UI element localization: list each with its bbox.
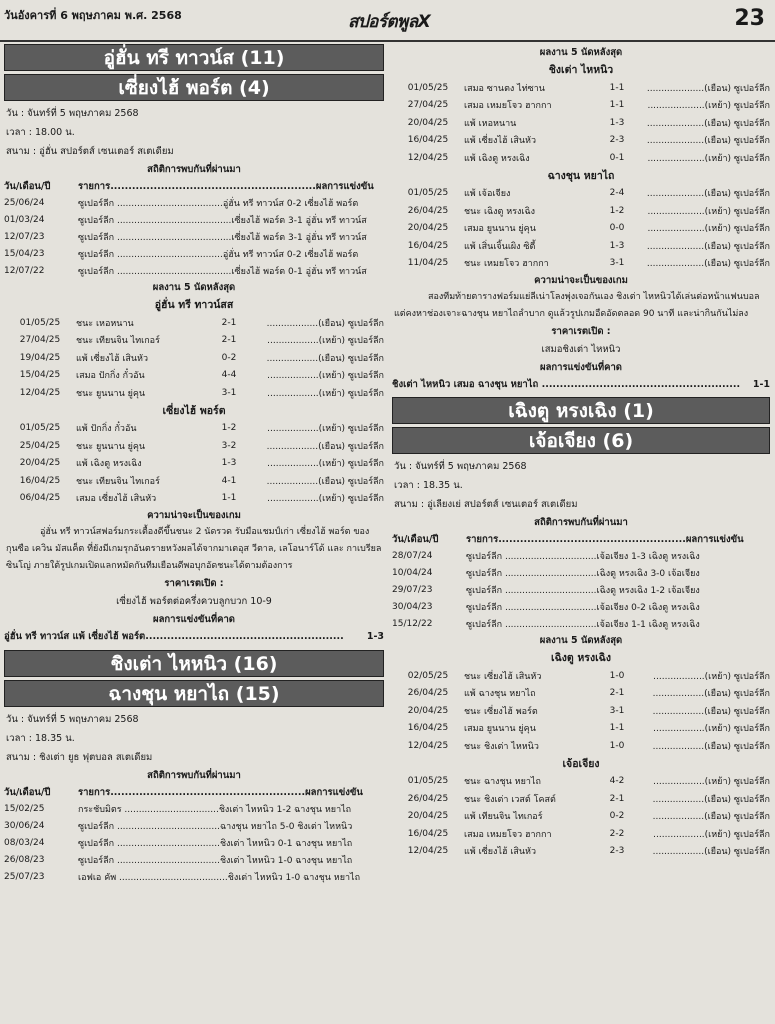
form-score: 2-3 bbox=[609, 135, 625, 146]
table-row bbox=[392, 132, 770, 150]
form-date: 06/04/25 bbox=[19, 493, 61, 504]
match1-team1-banner: อู่ฮั่น ทรี ทาวน์ส (11) bbox=[4, 44, 384, 71]
form-venue: ....................(เยือน) ซูเปอร์ลีก bbox=[646, 136, 770, 147]
table-row bbox=[4, 211, 384, 228]
h2h-date: 01/03/24 bbox=[4, 214, 45, 225]
form-venue: ..................(เยือน) ซูเปอร์ลีก bbox=[266, 476, 384, 487]
table-row bbox=[4, 472, 384, 490]
match3-team1-form-table bbox=[392, 667, 770, 755]
match1-prob-text: อู่ฮั่น ทรี ทาวน์สฟอร์มกระเตื้องดีขึ้นชนะ 2 นัดรวด รับมือแชมป์เก่า เซี่ยงไฮ้ พอร์ต ของกุนซือ เควิน มัสแค็ต ที่ยังมีเกมรุกอันตรายหวังผลได้จากมาเตอุส วีตาล, เลโอนาร์โด้ และ กาเบรียล ซินโญ่ ภายใต้รูปเกมเปิดแลกหมัดกันทีมเยือนดีพอบุกอัดชนะได้ตามต้องการ bbox=[6, 527, 382, 571]
match3-form-title: ผลงาน 5 นัดหลังสุด bbox=[539, 635, 623, 646]
match3-team2-form-table bbox=[392, 773, 770, 861]
form-date: 16/04/25 bbox=[407, 240, 449, 251]
form-date: 20/04/25 bbox=[407, 117, 449, 128]
h2h-result: ซูเปอร์ลีก ................................เจ้อเจียง 1-3 เฉิงตู หรงเฉิง bbox=[466, 551, 700, 562]
form-opponent: แพ้ ฉางชุน หยาไถ bbox=[464, 689, 536, 700]
match1-team2-banner: เซี่ยงไฮ้ พอร์ต (4) bbox=[4, 74, 384, 101]
right-column bbox=[392, 44, 770, 860]
form-date: 20/04/25 bbox=[407, 811, 449, 822]
form-venue: ..................(เยือน) ซูเปอร์ลีก bbox=[266, 353, 384, 364]
match3-team2-form-name: เจ้อเจียง bbox=[562, 757, 600, 770]
form-venue: ..................(เหย้า) ซูเปอร์ลีก bbox=[267, 388, 384, 399]
table-row bbox=[392, 702, 770, 720]
form-opponent: ชนะ ยูนนาน ยู่คุน bbox=[76, 388, 146, 399]
form-score: 1-1 bbox=[609, 82, 625, 93]
h2h-result: ซูเปอร์ลีก .....................................อู่ฮั่น ทรี ทาวน์ส 0-2 เซี่ยงไฮ้ พอร์ต bbox=[78, 249, 359, 260]
table-row bbox=[392, 79, 770, 97]
table-row bbox=[4, 420, 384, 438]
issue-date: วันอังคารที่ 6 พฤษภาคม พ.ศ. 2568 bbox=[4, 9, 182, 22]
col-date-header: วัน/เดือน/ปี bbox=[4, 180, 51, 192]
form-score: 4-4 bbox=[221, 370, 237, 381]
form-score: 1-3 bbox=[221, 458, 237, 469]
form-date: 01/05/25 bbox=[407, 82, 449, 93]
table-row bbox=[392, 843, 770, 861]
form-score: 1-1 bbox=[609, 723, 625, 734]
match2-team2-form-name: ฉางชุน หยาไถ bbox=[547, 169, 615, 182]
form-score: 2-2 bbox=[609, 828, 625, 839]
form-date: 25/04/25 bbox=[19, 440, 61, 451]
table-row bbox=[392, 202, 770, 220]
match3-h2h-table bbox=[392, 531, 770, 632]
match1-h2h-table bbox=[4, 178, 384, 279]
table-row bbox=[392, 773, 770, 791]
form-date: 20/04/25 bbox=[407, 223, 449, 234]
match1-team2-form-name: เซี่ยงไฮ้ พอร์ต bbox=[162, 404, 226, 417]
form-score: 4-2 bbox=[609, 776, 625, 787]
form-opponent: ชนะ ชิงเต่า เวสต์ โคสต์ bbox=[464, 794, 556, 805]
form-date: 27/04/25 bbox=[407, 100, 449, 111]
form-date: 20/04/25 bbox=[19, 458, 61, 469]
h2h-result: ซูเปอร์ลีก ................................เฉิงตู หรงเฉิง 1-2 เจ้อเจียง bbox=[466, 585, 700, 596]
h2h-date: 15/12/22 bbox=[392, 618, 433, 629]
form-opponent: เสมอ เหมยโจว ฮากกา bbox=[464, 829, 552, 840]
match3-venue: สนาม : อู่เลียงเย่ สปอร์ตส์ เซนเตอร์ สเตเดียม bbox=[394, 499, 578, 510]
left-column bbox=[4, 44, 384, 885]
form-venue: ....................(เหย้า) ซูเปอร์ลีก bbox=[647, 101, 770, 112]
form-venue: ....................(เหย้า) ซูเปอร์ลีก bbox=[647, 224, 770, 235]
form-opponent: แพ้ เซี่ยงไฮ้ เสินหัว bbox=[76, 353, 149, 364]
match2-time: เวลา : 18.35 น. bbox=[6, 733, 75, 744]
match1-team1-form-table bbox=[4, 314, 384, 402]
table-row bbox=[4, 868, 384, 885]
table-row bbox=[392, 149, 770, 167]
table-row bbox=[392, 790, 770, 808]
prediction-text: ชิงเต่า ไหหนิว เสมอ ฉางชุน หยาไถ ....................................................... bbox=[392, 379, 741, 390]
form-score: 2-1 bbox=[221, 335, 237, 346]
page-number: 23 bbox=[734, 6, 765, 31]
form-venue: ..................(เหย้า) ซูเปอร์ลีก bbox=[653, 724, 770, 735]
form-date: 01/05/25 bbox=[19, 423, 61, 434]
form-opponent: เสมอ ซานตง ไท่ซาน bbox=[464, 83, 545, 94]
form-date: 20/04/25 bbox=[407, 705, 449, 716]
table-row bbox=[4, 851, 384, 868]
form-opponent: ชนะ เซี่ยงไฮ้ เสินหัว bbox=[464, 671, 542, 682]
h2h-date: 26/08/23 bbox=[4, 854, 45, 865]
publication-logo: สปอร์ตพูลX bbox=[348, 12, 431, 32]
table-row bbox=[4, 817, 384, 834]
table-row bbox=[392, 220, 770, 238]
form-date: 26/04/25 bbox=[407, 688, 449, 699]
form-date: 01/05/25 bbox=[407, 776, 449, 787]
form-opponent: ชนะ เซี่ยงไฮ้ พอร์ต bbox=[464, 706, 538, 717]
form-venue: ..................(เยือน) ซูเปอร์ลีก bbox=[652, 741, 770, 752]
form-score: 1-3 bbox=[609, 240, 625, 251]
match2-h2h-title: สถิติการพบกันที่ผ่านมา bbox=[147, 770, 241, 781]
match2-prob-title: ความน่าจะเป็นของเกม bbox=[534, 275, 628, 286]
match2-team1-banner: ชิงเต่า ไหหนิว (16) bbox=[4, 650, 384, 677]
table-row bbox=[392, 255, 770, 273]
match2-date: วัน : จันทร์ที่ 5 พฤษภาคม 2568 bbox=[6, 714, 139, 725]
form-venue: ..................(เยือน) ซูเปอร์ลีก bbox=[652, 812, 770, 823]
form-date: 01/05/25 bbox=[407, 188, 449, 199]
form-venue: ....................(เยือน) ซูเปอร์ลีก bbox=[646, 189, 770, 200]
form-opponent: แพ้ เทียนจิน ไทเกอร์ bbox=[464, 812, 543, 823]
form-opponent: แพ้ เซี่ยงไฮ้ เสินหัว bbox=[464, 136, 537, 147]
h2h-result: ซูเปอร์ลีก ................................เจ้อเจียง 1-1 เฉิงตู หรงเฉิง bbox=[466, 619, 700, 630]
match1-team2-form-table bbox=[4, 420, 384, 508]
h2h-result: ซูเปอร์ลีก .....................................อู่ฮั่น ทรี ทาวน์ส 0-2 เซี่ยงไฮ้ พอร์ต bbox=[78, 198, 359, 209]
form-score: 0-2 bbox=[609, 811, 625, 822]
form-opponent: ชนะ ฉางชุน หยาไถ bbox=[464, 777, 541, 788]
table-row bbox=[4, 490, 384, 508]
match3-team1-banner: เฉิงตู หรงเฉิง (1) bbox=[392, 397, 770, 424]
form-score: 3-1 bbox=[221, 387, 237, 398]
form-opponent: เสมอ เหมยโจว ฮากกา bbox=[464, 101, 552, 112]
table-row bbox=[392, 185, 770, 203]
form-date: 16/04/25 bbox=[407, 135, 449, 146]
form-date: 26/04/25 bbox=[407, 793, 449, 804]
match1-time: เวลา : 18.00 น. bbox=[6, 127, 75, 138]
match2-price-title: ราคาเรตเปิด : bbox=[551, 326, 611, 337]
table-row bbox=[392, 547, 770, 564]
form-venue: ..................(เหย้า) ซูเปอร์ลีก bbox=[267, 424, 384, 435]
form-venue: ..................(เยือน) ซูเปอร์ลีก bbox=[652, 706, 770, 717]
form-opponent: เสมอ เซี่ยงไฮ้ เสินหัว bbox=[76, 494, 157, 505]
form-opponent: ชนะ ชิงเต่า ไหหนิว bbox=[464, 741, 539, 752]
form-venue: ..................(เยือน) ซูเปอร์ลีก bbox=[652, 847, 770, 858]
h2h-date: 10/04/24 bbox=[392, 567, 433, 578]
form-venue: ....................(เยือน) ซูเปอร์ลีก bbox=[646, 241, 770, 252]
table-row bbox=[392, 114, 770, 132]
form-opponent: ชนะ เฉิงตู หรงเฉิง bbox=[464, 206, 536, 217]
form-opponent: แพ้ เฉิงตู หรงเฉิง bbox=[464, 153, 530, 164]
h2h-result: ซูเปอร์ลีก ....................................ฉางชุน หยาไถ 5-0 ชิงเต่า ไหหนิว bbox=[78, 821, 353, 832]
form-venue: ..................(เหย้า) ซูเปอร์ลีก bbox=[653, 829, 770, 840]
match2-team2-banner: ฉางชุน หยาไถ (15) bbox=[4, 680, 384, 707]
form-opponent: แพ้ เหอหนาน bbox=[464, 118, 517, 129]
form-venue: ..................(เหย้า) ซูเปอร์ลีก bbox=[267, 336, 384, 347]
form-score: 2-1 bbox=[221, 317, 237, 328]
form-opponent: เสมอ ยูนนาน ยู่คุน bbox=[464, 224, 536, 235]
h2h-result: ซูเปอร์ลีก ....................................ชิงเต่า ไหหนิว 1-0 ฉางชุน หยาไถ bbox=[78, 855, 353, 866]
h2h-result: ซูเปอร์ลีก ........................................เซี่ยงไฮ้ พอร์ต 0-1 อู่ฮั่น ทรี ทาวน์ส bbox=[78, 266, 367, 277]
form-score: 1-1 bbox=[221, 493, 237, 504]
match1-date: วัน : จันทร์ที่ 5 พฤษภาคม 2568 bbox=[6, 108, 139, 119]
table-row bbox=[4, 834, 384, 851]
form-venue: ..................(เหย้า) ซูเปอร์ลีก bbox=[653, 671, 770, 682]
h2h-date: 25/06/24 bbox=[4, 197, 45, 208]
form-score: 4-1 bbox=[221, 475, 237, 486]
table-row bbox=[392, 581, 770, 598]
match2-team1-form-name: ชิงเต่า ไหหนิว bbox=[548, 64, 614, 76]
form-score: 2-1 bbox=[609, 793, 625, 804]
col-result-header: รายการ......................................................ผลการแข่งขัน bbox=[78, 786, 363, 798]
form-venue: ..................(เหย้า) ซูเปอร์ลีก bbox=[267, 494, 384, 505]
table-row bbox=[4, 194, 384, 211]
form-venue: ..................(เยือน) ซูเปอร์ลีก bbox=[266, 318, 384, 329]
table-row bbox=[392, 685, 770, 703]
form-score: 1-0 bbox=[609, 740, 625, 751]
form-date: 16/04/25 bbox=[19, 475, 61, 486]
h2h-date: 15/04/23 bbox=[4, 248, 45, 259]
form-venue: ..................(เหย้า) ซูเปอร์ลีก bbox=[267, 371, 384, 382]
form-date: 15/04/25 bbox=[19, 370, 61, 381]
h2h-date: 28/07/24 bbox=[392, 550, 433, 561]
table-row bbox=[4, 262, 384, 279]
table-row bbox=[4, 332, 384, 350]
match2-venue: สนาม : ชิงเต่า ยูธ ฟุตบอล สเตเดียม bbox=[6, 752, 153, 763]
form-score: 0-2 bbox=[221, 352, 237, 363]
h2h-date: 25/07/23 bbox=[4, 871, 45, 882]
form-score: 2-1 bbox=[609, 688, 625, 699]
prediction-text: อู่ฮั่น ทรี ทาวน์ส แพ้ เซี่ยงไฮ้ พอร์ต....................................................... bbox=[4, 631, 344, 642]
col-date-header: วัน/เดือน/ปี bbox=[392, 533, 439, 545]
form-date: 12/04/25 bbox=[407, 740, 449, 751]
form-opponent: แพ้ ปักกิ่ง กั๋วอัน bbox=[76, 424, 137, 435]
match2-pred-title: ผลการแข่งขันที่คาด bbox=[540, 362, 622, 373]
match2-team2-form-table bbox=[392, 185, 770, 273]
form-date: 27/04/25 bbox=[19, 335, 61, 346]
form-date: 12/04/25 bbox=[407, 846, 449, 857]
match2-h2h-table bbox=[4, 784, 384, 885]
form-score: 1-3 bbox=[609, 117, 625, 128]
form-opponent: ชนะ ยูนนาน ยู่คุน bbox=[76, 441, 146, 452]
table-row bbox=[4, 349, 384, 367]
form-venue: ..................(เยือน) ซูเปอร์ลีก bbox=[652, 689, 770, 700]
table-row bbox=[4, 384, 384, 402]
form-venue: ..................(เหย้า) ซูเปอร์ลีก bbox=[653, 777, 770, 788]
h2h-date: 12/07/22 bbox=[4, 265, 45, 276]
match1-prediction bbox=[4, 628, 384, 646]
match1-h2h-title: สถิติการพบกันที่ผ่านมา bbox=[147, 164, 241, 175]
col-date-header: วัน/เดือน/ปี bbox=[4, 786, 51, 798]
form-score: 2-4 bbox=[609, 188, 625, 199]
form-date: 12/04/25 bbox=[19, 387, 61, 398]
form-opponent: ชนะ เหมยโจว ฮากกา bbox=[464, 259, 549, 270]
form-date: 11/04/25 bbox=[407, 258, 449, 269]
table-row bbox=[4, 367, 384, 385]
table-row bbox=[392, 720, 770, 738]
table-row bbox=[392, 237, 770, 255]
form-opponent: ชนะ เหอหนาน bbox=[76, 318, 134, 329]
match1-pred-title: ผลการแข่งขันที่คาด bbox=[153, 614, 235, 625]
form-opponent: เสมอ ปักกิ่ง กั๋วอัน bbox=[76, 371, 145, 382]
form-date: 19/04/25 bbox=[19, 352, 61, 363]
match2-team1-form-table bbox=[392, 79, 770, 167]
match1-form-title: ผลงาน 5 นัดหลังสุด bbox=[152, 282, 236, 293]
form-opponent: แพ้ เซี่ยงไฮ้ เสินหัว bbox=[464, 847, 537, 858]
match3-h2h-title: สถิติการพบกันที่ผ่านมา bbox=[534, 517, 628, 528]
h2h-result: ซูเปอร์ลีก ........................................เซี่ยงไฮ้ พอร์ต 3-1 อู่ฮั่น ทรี ทาวน์ส bbox=[78, 232, 367, 243]
form-score: 1-1 bbox=[609, 100, 625, 111]
form-opponent: เสมอ ยูนนาน ยู่คุน bbox=[464, 724, 536, 735]
h2h-date: 12/07/23 bbox=[4, 231, 45, 242]
table-row bbox=[392, 737, 770, 755]
form-score: 2-3 bbox=[609, 846, 625, 857]
match2-price-text: เสมอชิงเต่า ไหหนิว bbox=[541, 344, 621, 355]
table-row bbox=[392, 598, 770, 615]
form-score: 3-1 bbox=[609, 258, 625, 269]
form-opponent: ชนะ เทียนจิน ไทเกอร์ bbox=[76, 476, 160, 487]
form-venue: ....................(เยือน) ซูเปอร์ลีก bbox=[646, 259, 770, 270]
form-date: 12/04/25 bbox=[407, 152, 449, 163]
form-score: 1-2 bbox=[609, 205, 625, 216]
table-row bbox=[392, 564, 770, 581]
form-date: 26/04/25 bbox=[407, 205, 449, 216]
match1-price-text: เซี่ยงไฮ้ พอร์ตต่อครึ่งควบลูกบวก 10-9 bbox=[116, 596, 272, 607]
form-venue: ....................(เยือน) ซูเปอร์ลีก bbox=[646, 118, 770, 129]
h2h-date: 15/02/25 bbox=[4, 803, 45, 814]
match3-time: เวลา : 18.35 น. bbox=[394, 480, 463, 491]
form-venue: ....................(เยือน) ซูเปอร์ลีก bbox=[646, 83, 770, 94]
form-date: 02/05/25 bbox=[407, 670, 449, 681]
h2h-date: 30/04/23 bbox=[392, 601, 433, 612]
form-opponent: แพ้ เจ้อเจียง bbox=[464, 189, 511, 200]
match2-form-title: ผลงาน 5 นัดหลังสุด bbox=[539, 47, 623, 58]
match2-prediction bbox=[392, 376, 770, 394]
form-date: 01/05/25 bbox=[19, 317, 61, 328]
prediction-score: 1-3 bbox=[366, 631, 384, 642]
form-opponent: แพ้ เสิ่นเจิ้นเผิง ซิตี้ bbox=[464, 241, 536, 252]
form-date: 16/04/25 bbox=[407, 723, 449, 734]
table-row bbox=[4, 800, 384, 817]
form-score: 1-0 bbox=[609, 670, 625, 681]
col-result-header: รายการ.........................................................ผลการแข่งขัน bbox=[78, 180, 374, 192]
table-row bbox=[4, 314, 384, 332]
form-score: 3-2 bbox=[221, 440, 237, 451]
table-row bbox=[392, 97, 770, 115]
h2h-result: ซูเปอร์ลีก ................................เฉิงตู หรงเฉิง 3-0 เจ้อเจียง bbox=[466, 568, 700, 579]
prediction-score: 1-1 bbox=[752, 379, 770, 390]
match1-prob-title: ความน่าจะเป็นของเกม bbox=[147, 510, 241, 521]
form-score: 0-0 bbox=[609, 223, 625, 234]
match3-team1-form-name: เฉิงตู หรงเฉิง bbox=[551, 652, 611, 664]
form-opponent: แพ้ เฉิงตู หรงเฉิง bbox=[76, 459, 142, 470]
form-venue: ..................(เยือน) ซูเปอร์ลีก bbox=[652, 794, 770, 805]
table-row bbox=[4, 455, 384, 473]
match1-price-title: ราคาเรตเปิด : bbox=[164, 578, 224, 589]
form-score: 0-1 bbox=[609, 152, 625, 163]
table-row bbox=[4, 437, 384, 455]
form-venue: ....................(เหย้า) ซูเปอร์ลีก bbox=[647, 153, 770, 164]
table-row bbox=[392, 825, 770, 843]
h2h-date: 08/03/24 bbox=[4, 837, 45, 848]
table-row bbox=[392, 808, 770, 826]
table-row bbox=[4, 228, 384, 245]
form-date: 16/04/25 bbox=[407, 828, 449, 839]
match2-prob-text: สองทีมท้ายตารางฟอร์มแย่ลีเน่าโลงพุ่งเจอกันเอง ชิงเต่า ไหหนิวได้เล่นต่อหน้าแฟนบอลแต่คงหาช่องเจาะฉางชุน หยาไถลำบาก ดูแล้วรูปเกมอืดอัดตลอด 90 นาที และน่ากินกันไม่ลง bbox=[394, 292, 760, 319]
table-row bbox=[392, 615, 770, 632]
match3-team2-banner: เจ้อเจียง (6) bbox=[392, 427, 770, 454]
table-row bbox=[392, 667, 770, 685]
form-score: 1-2 bbox=[221, 423, 237, 434]
h2h-result: เอฟเอ คัพ ......................................ชิงเต่า ไหหนิว 1-0 ฉางชุน หยาไถ bbox=[78, 872, 361, 883]
match3-date: วัน : จันทร์ที่ 5 พฤษภาคม 2568 bbox=[394, 461, 527, 472]
form-venue: ..................(เยือน) ซูเปอร์ลีก bbox=[266, 441, 384, 452]
h2h-result: ซูเปอร์ลีก ........................................เซี่ยงไฮ้ พอร์ต 3-1 อู่ฮั่น ทรี ทาวน์ส bbox=[78, 215, 367, 226]
match1-team1-form-name: อู่ฮั่น ทรี ทาวน์สส bbox=[154, 299, 234, 311]
form-venue: ....................(เหย้า) ซูเปอร์ลีก bbox=[647, 206, 770, 217]
h2h-result: ซูเปอร์ลีก ....................................ชิงเต่า ไหหนิว 0-1 ฉางชุน หยาไถ bbox=[78, 838, 353, 849]
h2h-result: ซูเปอร์ลีก ................................เจ้อเจียง 0-2 เฉิงตู หรงเฉิง bbox=[466, 602, 700, 613]
form-opponent: ชนะ เทียนจิน ไทเกอร์ bbox=[76, 336, 160, 347]
form-score: 3-1 bbox=[609, 705, 625, 716]
h2h-date: 29/07/23 bbox=[392, 584, 433, 595]
form-venue: ..................(เหย้า) ซูเปอร์ลีก bbox=[267, 459, 384, 470]
h2h-result: กระชับมิตร .................................ชิงเต่า ไหหนิว 1-2 ฉางชุน หยาไถ bbox=[78, 804, 352, 815]
page-header bbox=[0, 0, 775, 42]
col-result-header: รายการ....................................................ผลการแข่งขัน bbox=[466, 533, 744, 545]
h2h-date: 30/06/24 bbox=[4, 820, 45, 831]
match1-venue: สนาม : อู่ฮั่น สปอร์ตส์ เซนเตอร์ สเตเดียม bbox=[6, 146, 174, 157]
table-row bbox=[4, 245, 384, 262]
